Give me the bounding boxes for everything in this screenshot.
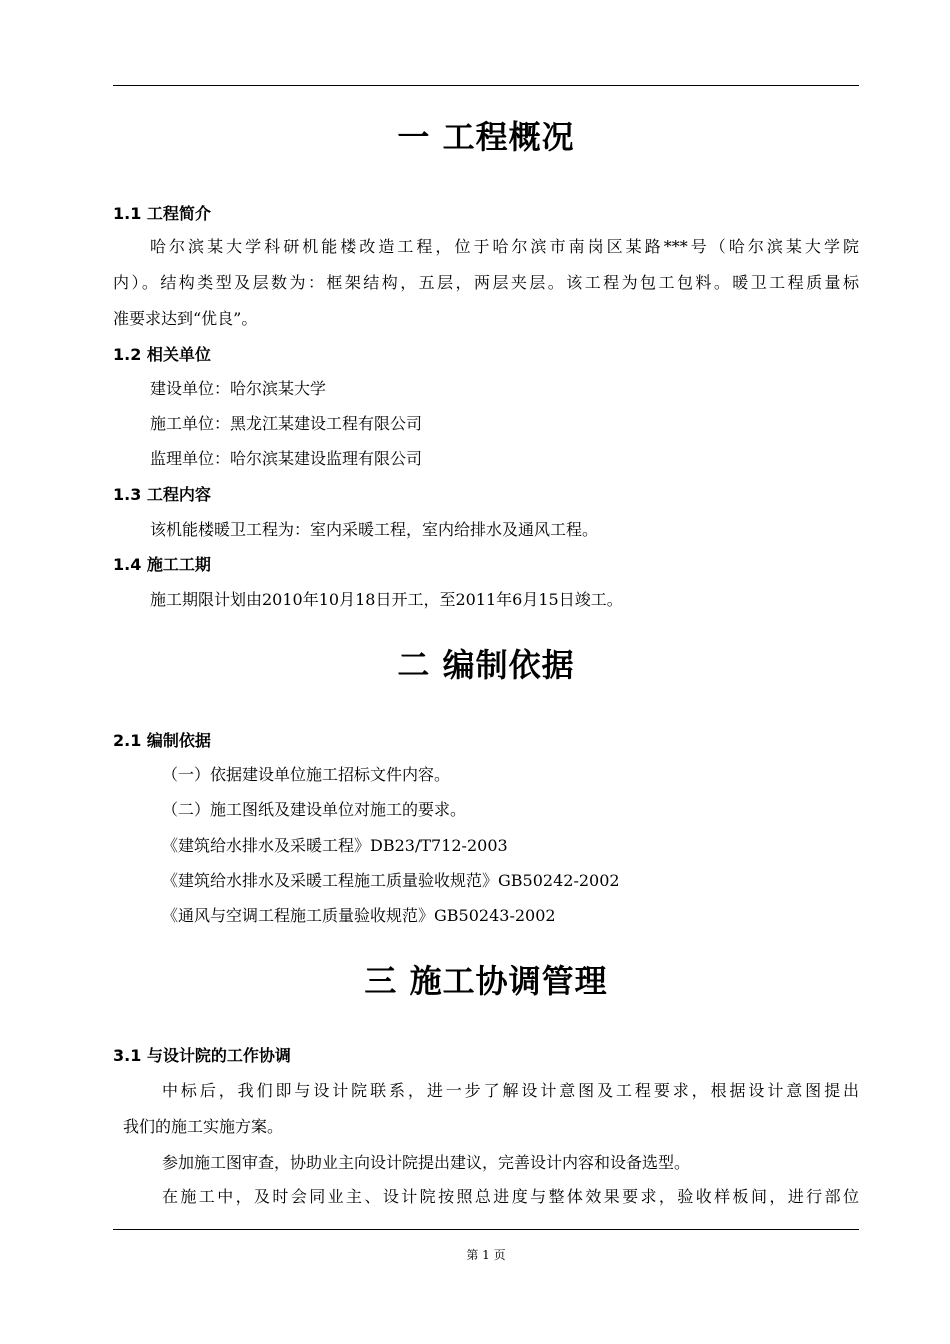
section-title-2: 二 编制依据 bbox=[397, 646, 575, 684]
heading-3-1: 3.1 与设计院的工作协调 bbox=[113, 1046, 291, 1065]
basis-item: （一）依据建设单位施工招标文件内容。 bbox=[162, 765, 451, 784]
paragraph-line: 在施工中，及时会同业主、设计院按照总进度与整体效果要求，验收样板间，进行部位 bbox=[162, 1187, 859, 1206]
unit-supervisor: 监理单位：哈尔滨某建设监理有限公司 bbox=[150, 449, 423, 468]
footer-rule bbox=[113, 1229, 859, 1230]
paragraph-line: 参加施工图审查，协助业主向设计院提出建议，完善设计内容和设备选型。 bbox=[162, 1153, 691, 1172]
heading-2-1: 2.1 编制依据 bbox=[113, 731, 211, 750]
header-rule bbox=[113, 85, 859, 86]
paragraph-line: 中标后，我们即与设计院联系，进一步了解设计意图及工程要求，根据设计意图提出 bbox=[162, 1081, 859, 1100]
section-title-3: 三 施工协调管理 bbox=[364, 962, 608, 1000]
project-period: 施工期限计划由2010年10月18日开工，至2011年6月15日竣工。 bbox=[150, 590, 623, 609]
heading-1-2: 1.2 相关单位 bbox=[113, 345, 211, 364]
unit-owner: 建设单位：哈尔滨某大学 bbox=[150, 379, 327, 398]
heading-1-4: 1.4 施工工期 bbox=[113, 555, 211, 574]
paragraph-line: 内）。结构类型及层数为：框架结构，五层，两层夹层。该工程为包工包料。暖卫工程质量标 bbox=[113, 273, 859, 292]
basis-item: 《建筑给水排水及采暖工程施工质量验收规范》GB50242-2002 bbox=[162, 871, 620, 890]
section-title-1: 一 工程概况 bbox=[397, 118, 575, 156]
unit-contractor: 施工单位：黑龙江某建设工程有限公司 bbox=[150, 414, 423, 433]
heading-1-3: 1.3 工程内容 bbox=[113, 485, 211, 504]
project-content: 该机能楼暖卫工程为：室内采暖工程，室内给排水及通风工程。 bbox=[150, 520, 599, 539]
basis-item: （二）施工图纸及建设单位对施工的要求。 bbox=[162, 800, 467, 819]
basis-item: 《通风与空调工程施工质量验收规范》GB50243-2002 bbox=[162, 906, 556, 925]
heading-1-1: 1.1 工程简介 bbox=[113, 204, 211, 223]
paragraph-line: 我们的施工实施方案。 bbox=[123, 1117, 284, 1136]
paragraph-line: 准要求达到“优良”。 bbox=[113, 309, 258, 328]
paragraph-line: 哈尔滨某大学科研机能楼改造工程，位于哈尔滨市南岗区某路***号（哈尔滨某大学院 bbox=[150, 237, 859, 256]
page-number: 第 1 页 bbox=[466, 1248, 506, 1262]
basis-item: 《建筑给水排水及采暖工程》DB23/T712-2003 bbox=[162, 836, 508, 855]
